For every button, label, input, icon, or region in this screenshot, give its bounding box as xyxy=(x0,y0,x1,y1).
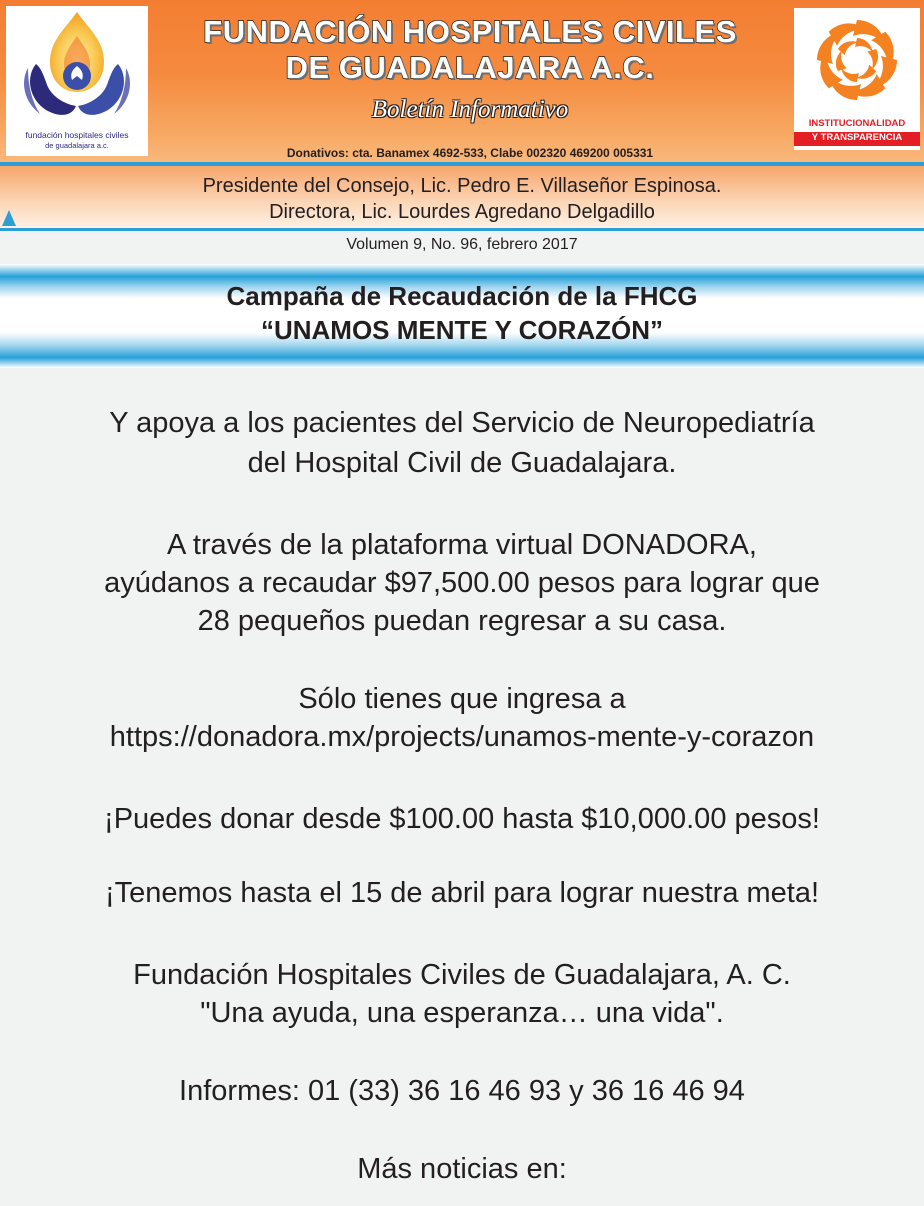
body-p6-line2: "Una ayuda, una esperanza… una vida". xyxy=(200,997,724,1029)
bulletin-subtitle: Boletín Informativo xyxy=(371,96,569,123)
volume-line: Volumen 9, No. 96, febrero 2017 xyxy=(346,236,578,253)
blue-divider-mid xyxy=(0,228,924,231)
body-p2-line1: A través de la plataforma virtual DONADORA, xyxy=(167,529,757,561)
campaign-title-line2: “UNAMOS MENTE Y CORAZÓN” xyxy=(260,315,664,345)
newsletter-header xyxy=(0,0,924,162)
body-p3-line1: Sólo tienes que ingresa a xyxy=(298,683,626,715)
logo-left-line2: de guadalajara a.c. xyxy=(45,141,109,150)
logo-right-line1: INSTITUCIONALIDAD xyxy=(808,118,906,129)
logo-left-line1: fundación hospitales civiles xyxy=(25,130,129,140)
logo-right-line2: Y TRANSPARENCIA xyxy=(794,132,920,146)
body-p2-line2: ayúdanos a recaudar $97,500.00 pesos para lograr que xyxy=(104,567,820,599)
body-p8: Más noticias en: xyxy=(357,1153,567,1185)
swirl-icon xyxy=(794,8,920,112)
body-p6-line1: Fundación Hospitales Civiles de Guadalajara, A. C. xyxy=(133,959,791,991)
body-p2-line3: 28 pequeños puedan regresar a su casa. xyxy=(197,605,727,637)
body-p1-line2: del Hospital Civil de Guadalajara. xyxy=(247,447,677,479)
foundation-title-line1: FUNDACIÓN HOSPITALES CIVILES xyxy=(203,14,737,49)
campaign-banner xyxy=(0,264,924,368)
body-p5: ¡Tenemos hasta el 15 de abril para lograr nuestra meta! xyxy=(104,877,820,909)
body-p1-line1: Y apoya a los pacientes del Servicio de Neuropediatría xyxy=(109,407,815,439)
president-line: Presidente del Consejo, Lic. Pedro E. Villaseñor Espinosa. xyxy=(202,175,722,197)
foundation-title-line2: DE GUADALAJARA A.C. xyxy=(285,50,655,85)
triangle-left-icon xyxy=(2,210,16,226)
body-p4: ¡Puedes donar desde $100.00 hasta $10,000.00 pesos! xyxy=(104,803,820,835)
transparency-logo xyxy=(794,8,920,150)
officials-band xyxy=(0,166,924,228)
body-p7-phones: Informes: 01 (33) 36 16 46 93 y 36 16 46 94 xyxy=(179,1075,745,1107)
donation-url[interactable]: https://donadora.mx/projects/unamos-mente-y-corazon xyxy=(109,721,815,753)
flame-hands-icon xyxy=(6,6,148,126)
donations-account: Donativos: cta. Banamex 4692-533, Clabe 002320 469200 005331 xyxy=(286,146,654,160)
director-line: Directora, Lic. Lourdes Agredano Delgadillo xyxy=(269,201,655,223)
foundation-logo xyxy=(6,6,148,156)
campaign-title-line1: Campaña de Recaudación de la FHCG xyxy=(226,281,698,311)
